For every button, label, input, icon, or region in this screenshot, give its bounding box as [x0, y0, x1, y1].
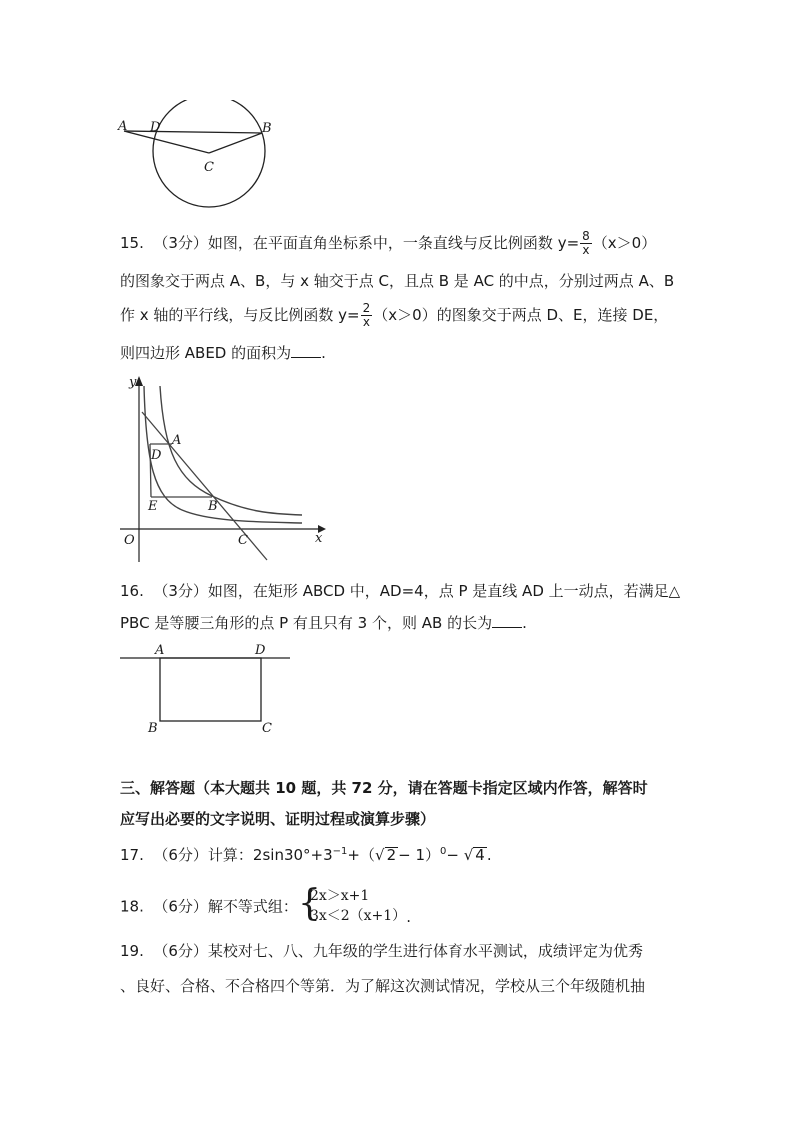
q16-line1: 16. （3分）如图，在矩形 ABCD 中，AD=4，点 P 是直线 AD 上一动点，若满足△	[120, 582, 681, 600]
curve-y-8-over-x	[160, 386, 302, 515]
label-b: B	[262, 121, 272, 136]
q15-line3: 作 x 轴的平行线，与反比例函数 y= $\frac{2}{x}$ （x＞0）的图象交于两点 D、E，连接 DE，	[120, 301, 669, 329]
answer-blank	[492, 615, 522, 628]
section-3-heading-line1: 三、解答题（本大题共 10 题，共 72 分，请在答题卡指定区域内作答，解答时	[120, 779, 648, 797]
figure-hyperbola	[112, 372, 342, 564]
inequality-system: { 2x＞x+1 3x＜2（x+1）	[297, 883, 407, 924]
label-c: C	[204, 160, 214, 175]
q19-line2: 、良好、合格、不合格四个等第．为了解这次测试情况，学校从三个年级随机抽	[120, 977, 646, 995]
q15-line1: 15. （3分）如图，在平面直角坐标系中，一条直线与反比例函数 y= $\frac{8}{x}$ （x＞0）	[120, 229, 657, 257]
label-d: D	[150, 120, 161, 135]
sqrt-2: 2	[386, 846, 397, 864]
sqrt-4: 4	[475, 846, 485, 864]
label-b: B	[148, 721, 158, 736]
label-y: y	[129, 375, 137, 390]
label-a: A	[118, 119, 128, 134]
q15-line2: 的图象交于两点 A、B，与 x 轴交于点 C，且点 B 是 AC 的中点，分别过两点 A、B	[120, 272, 675, 290]
label-d: D	[151, 448, 162, 463]
q15-text: 15. （3分）如图，在平面直角坐标系中，一条直线与反比例函数 y=	[120, 234, 580, 252]
q16-line2: PBC 是等腰三角形的点 P 有且只有 3 个，则 AB 的长为 .	[120, 614, 527, 632]
figure-rectangle	[115, 640, 295, 738]
rect-abcd	[160, 658, 261, 721]
label-d: D	[255, 643, 266, 658]
line-ac	[142, 412, 267, 560]
fraction-8-over-x: $\frac{8}{x}$	[582, 229, 590, 257]
fraction-2-over-x: $\frac{2}{x}$	[362, 301, 371, 329]
segment-ac	[124, 131, 209, 153]
label-a: A	[172, 433, 182, 448]
label-c: C	[262, 721, 272, 736]
q15-line4: 则四边形 ABED 的面积为 .	[120, 344, 326, 362]
label-e: E	[148, 499, 158, 514]
q18: 18. （6分）解不等式组： { 2x＞x+1 3x＜2（x+1） .	[120, 883, 411, 926]
section-3-heading-line2: 应写出必要的文字说明、证明过程或演算步骤）	[120, 810, 436, 828]
segment-ab	[124, 131, 262, 133]
figure-circle	[110, 100, 290, 210]
label-x: x	[315, 531, 323, 546]
label-o: O	[124, 533, 135, 548]
q19-line1: 19. （6分）某校对七、八、九年级的学生进行体育水平测试，成绩评定为优秀	[120, 942, 643, 960]
q17: 17. （6分）计算：$2\sin 30^\circ+3^{-1}+(√$ 2 − 1）$^0$− √ 4 .	[120, 846, 492, 864]
label-c: C	[238, 533, 248, 548]
segment-bc	[209, 133, 262, 153]
curve-y-2-over-x	[144, 386, 302, 523]
answer-blank	[291, 345, 321, 358]
circle-shape	[153, 100, 265, 207]
label-b: B	[208, 499, 218, 514]
label-a: A	[155, 643, 165, 658]
